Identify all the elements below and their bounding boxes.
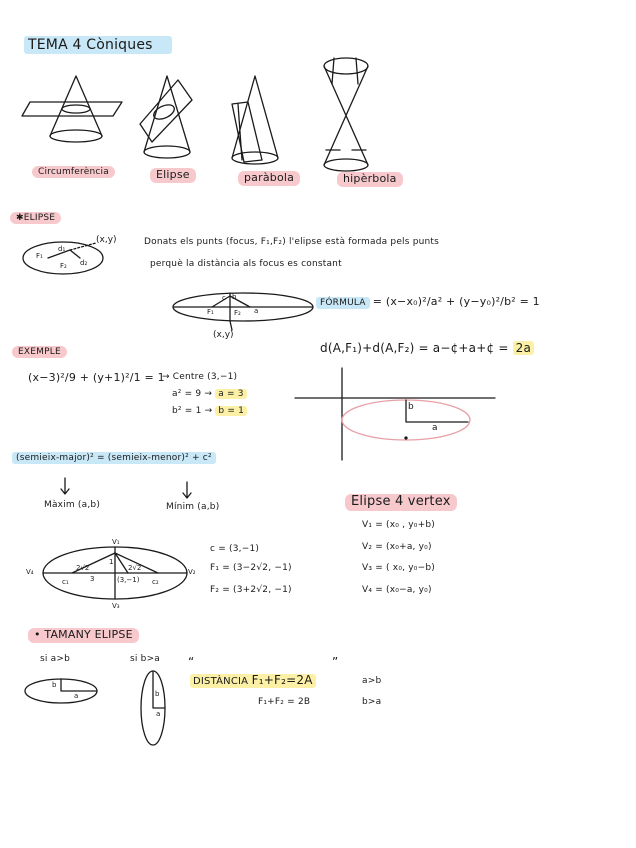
exemple-equation: (x−3)²/9 + (y+1)²/1 = 1 — [28, 371, 165, 384]
exemple-a-result: a = 3 — [215, 389, 247, 399]
label-ellipse: Elipse — [150, 168, 196, 183]
tamany-cond-2: b>a — [362, 697, 382, 707]
vertex-label-three: 3 — [90, 575, 95, 583]
tamany-label-a1: a — [74, 692, 79, 700]
formula-expression: = (x−x₀)²/a² + (y−y₀)²/b² = 1 — [372, 295, 540, 308]
vertex4-v1: V₁ = (x₀ , y₀+b) — [362, 520, 435, 530]
ellipse-axes-diagram — [173, 293, 313, 330]
diagram-label-c: c — [222, 294, 226, 302]
graph-label-b: b — [408, 402, 414, 412]
label-f1-small: F₁ — [36, 252, 43, 260]
vertex-label-v3: V₃ — [112, 602, 120, 610]
vertex4-heading: Elipse 4 vertex — [345, 494, 457, 511]
exemple-b-result: b = 1 — [215, 406, 247, 416]
semieix-maxim: Màxim (a,b) — [44, 500, 101, 510]
quote-close: ” — [332, 655, 339, 669]
tamany-label-b2: b — [155, 690, 160, 698]
distance-equation-result: 2a — [513, 341, 534, 355]
exemple-b-left: b² = 1 → — [172, 406, 216, 416]
tamany-cond-1: a>b — [362, 676, 382, 686]
elipse-heading-text: ELIPSE — [23, 213, 56, 223]
cone-parabola — [232, 76, 278, 164]
vertex-ellipse-diagram — [43, 547, 187, 599]
distance-equation-left: d(A,F₁)+d(A,F₂) = a−¢+a+¢ = — [320, 341, 513, 355]
vertex4-v4: V₄ = (x₀−a, y₀) — [362, 585, 432, 595]
label-d1: d₁ — [58, 245, 66, 253]
cone-hyperbola — [324, 58, 368, 171]
tamany-label-b1: b — [52, 681, 57, 689]
exemple-heading: EXEMPLE — [12, 346, 67, 358]
exemple-a-left: a² = 9 → — [172, 389, 216, 399]
quote-open: “ — [188, 655, 195, 669]
foci-f2: F₂ = (3+2√2, −1) — [210, 585, 292, 595]
definition-line-2: perquè la distància als focus es constant — [150, 259, 342, 269]
label-point-xy: (x,y) — [96, 235, 117, 245]
cone-circumference — [22, 76, 122, 142]
distance-equation — [320, 342, 534, 356]
label-d2: d₂ — [80, 259, 88, 267]
tamany-vertical-ellipse — [141, 671, 165, 745]
vertex4-v2: V₂ = (x₀+a, y₀) — [362, 542, 432, 552]
vertex-label-root-left: 2√2 — [76, 564, 90, 572]
tamany-line-2: F₁+F₂ = 2B — [258, 697, 311, 707]
graph-label-a: a — [432, 423, 438, 433]
foci-c: c = (3,−1) — [210, 544, 260, 554]
tamany-horizontal-ellipse — [25, 679, 97, 703]
vertex-label-root-right: 2√2 — [128, 564, 142, 572]
semieix-equation: (semieix-major)² = (semieix-menor)² + c² — [12, 452, 216, 464]
distancia-label: DISTÀNCIA — [193, 676, 249, 687]
diagram-label-b: b — [232, 293, 237, 301]
diagram-label-a: a — [254, 307, 259, 315]
page-title: TEMA 4 Còniques — [24, 36, 172, 54]
cone-ellipse — [140, 76, 192, 158]
distancia-block — [190, 674, 316, 688]
example-graph — [295, 368, 495, 460]
diagram-label-f1: F₁ — [207, 308, 214, 316]
vertex-label-c1: c₁ — [62, 578, 69, 586]
semieix-minim: Mínim (a,b) — [166, 502, 220, 512]
vertex-label-v4: V₄ — [26, 568, 34, 576]
label-hyperbola: hipèrbola — [337, 172, 403, 187]
elipse-heading — [10, 212, 61, 224]
arrow-maxim — [61, 478, 69, 494]
distancia-equation: F₁+F₂=2A — [251, 673, 313, 687]
tamany-case-a-greater: si a>b — [40, 654, 71, 664]
vertex-label-centre: (3,−1) — [117, 576, 140, 584]
vertex-label-v2: V₂ — [188, 568, 196, 576]
tamany-label-a2: a — [156, 710, 161, 718]
exemple-b-line — [172, 406, 247, 416]
foci-f1: F₁ = (3−2√2, −1) — [210, 563, 292, 573]
formula-block — [316, 296, 540, 309]
arrow-minim — [183, 482, 191, 498]
exemple-centre: → Centre (3,−1) — [162, 372, 238, 382]
label-circumference: Circumferència — [32, 166, 115, 178]
tamany-heading: • TAMANY ELIPSE — [28, 628, 139, 643]
vertex-label-v1: V₁ — [112, 538, 120, 546]
diagram-label-f2: F₂ — [234, 309, 241, 317]
vertex-label-one: 1 — [109, 558, 114, 566]
exemple-a-line — [172, 389, 247, 399]
formula-label: FÓRMULA — [316, 297, 370, 309]
star-icon: ✱ — [16, 213, 24, 223]
definition-line-1: Donats els punts (focus, F₁,F₂) l'elipse està formada pels punts — [144, 237, 440, 247]
vertex-label-c2: c₂ — [152, 578, 159, 586]
label-f2-small: F₂ — [60, 262, 67, 270]
diagram-label-point: (x,y) — [213, 330, 234, 340]
vertex4-v3: V₃ = ( x₀, y₀−b) — [362, 563, 435, 573]
tamany-case-b-greater: si b>a — [130, 654, 161, 664]
label-parabola: paràbola — [238, 171, 300, 186]
